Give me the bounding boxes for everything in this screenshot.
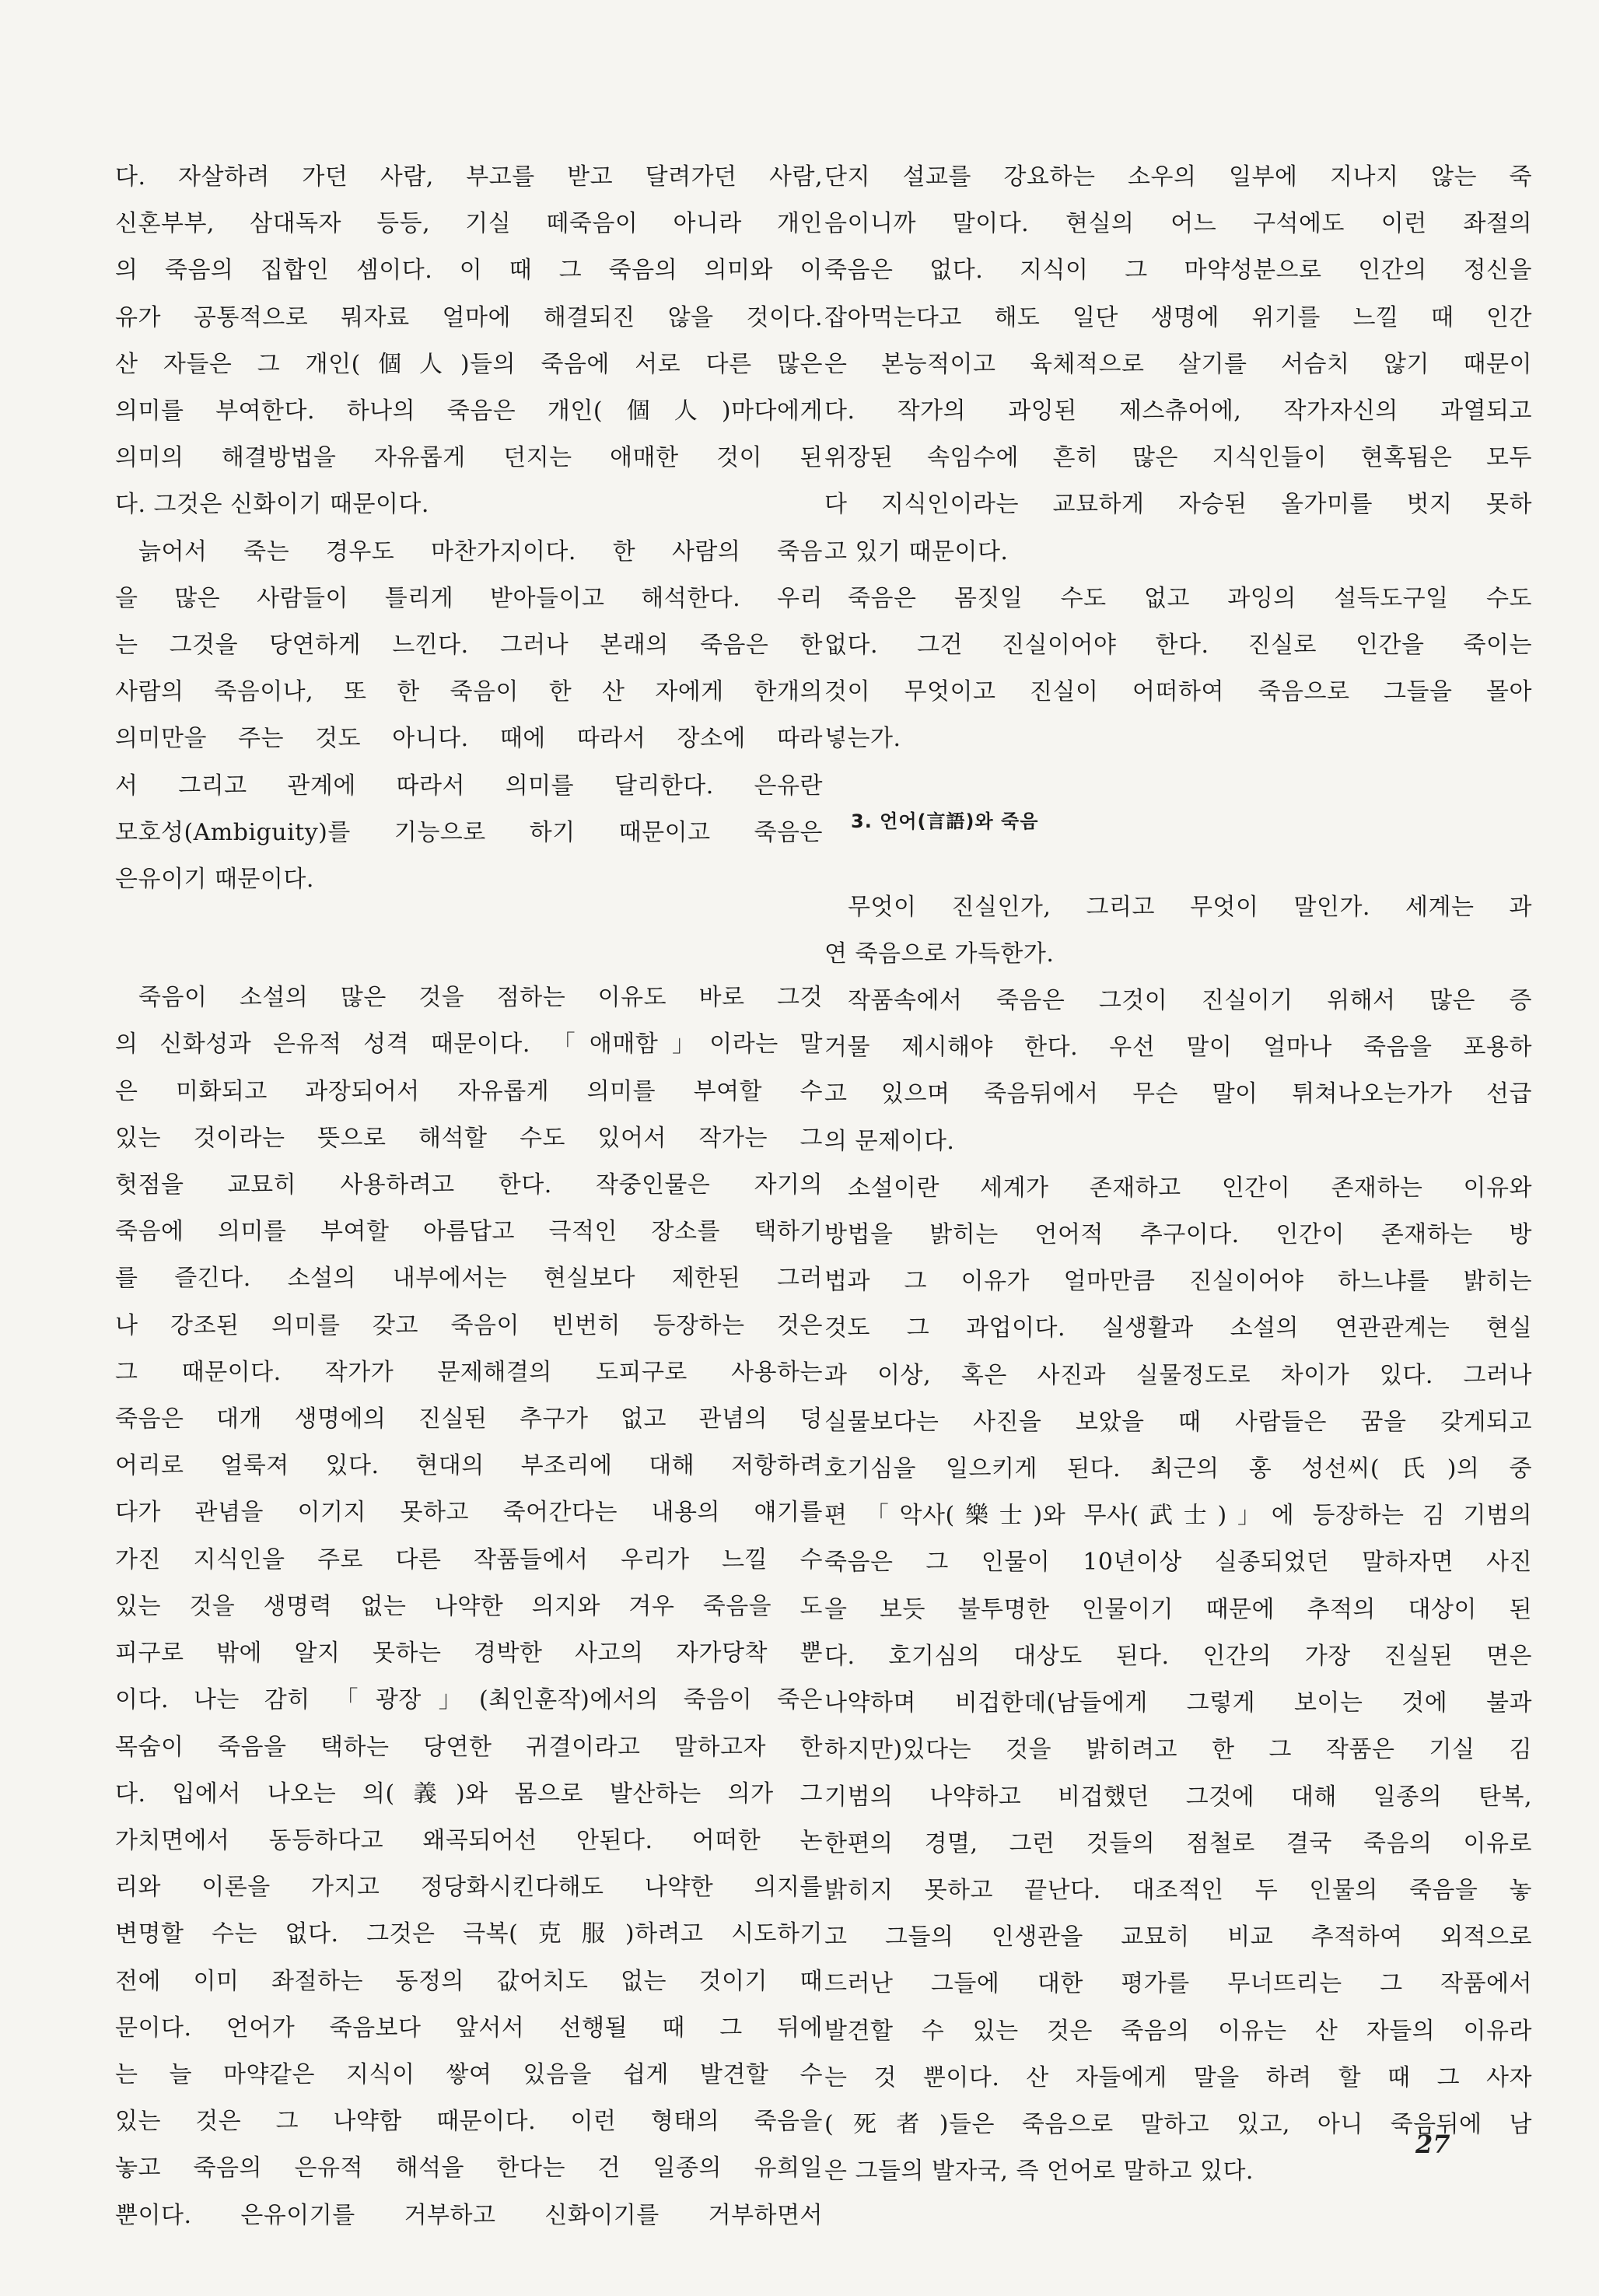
text-line: 을 많은 사람들이 틀리게 받아들이고 해석한다. 우리 — [115, 584, 823, 612]
text-line: 잡아먹는다고 해도 일단 생명에 위기를 느낄 때 인간 — [824, 303, 1532, 331]
text-line: 는 그것을 당연하게 느낀다. 그러나 본래의 죽음은 한 — [115, 632, 823, 660]
text-line: 넣는가. — [824, 725, 901, 753]
text-line: 편 「악사(樂士)와 무사(武士)」에 등장하는 김 기범의 — [824, 1502, 1532, 1530]
text-line: 있는 것은 그 나약함 때문이다. 이런 형태의 죽음을 — [115, 2108, 823, 2136]
text-line: 전에 이미 좌절하는 동정의 값어치도 없는 것이기 때 — [115, 1967, 823, 1995]
text-line: 호기심을 일으키게 된다. 최근의 홍 성선씨(氏)의 중 — [824, 1455, 1532, 1483]
text-line: 문이다. 언어가 죽음보다 앞서서 선행될 때 그 뒤에 — [115, 2014, 823, 2042]
text-line: 은 그들의 발자국, 즉 언어로 말하고 있다. — [824, 2158, 1254, 2186]
text-line: 가치면에서 동등하다고 왜곡되어선 안된다. 어떠한 논 — [115, 1826, 823, 1854]
text-line: 무엇이 진실인가, 그리고 무엇이 말인가. 세계는 과 — [848, 893, 1532, 921]
text-line: 다. 호기심의 대상도 된다. 인간의 가장 진실된 면은 — [824, 1642, 1532, 1670]
text-line: 죽음은 그 인물이 10년이상 실종되었던 말하자면 사진 — [824, 1549, 1532, 1577]
right-block-5 — [824, 1165, 1532, 2195]
text-line: (死者)들은 죽음으로 말하고 있고, 아니 죽음뒤에 남 — [824, 2110, 1532, 2138]
text-line: 리와 이론을 가지고 정당화시킨다해도 나약한 의지를 — [115, 1874, 823, 1902]
text-line: 죽음은 대개 생명에의 진실된 추구가 없고 관념의 덩 — [115, 1405, 823, 1433]
text-line: 는 것 뿐이다. 산 자들에게 말을 하려 할 때 그 사자 — [824, 2063, 1532, 2091]
text-line: 의 죽음의 집합인 셈이다. 이 때 그 죽음의 의미와 이 — [115, 257, 823, 285]
page-number: 27 — [1415, 2130, 1450, 2159]
left-block-1 — [115, 154, 823, 529]
text-line: 변명할 수는 없다. 그것은 극복(克服)하려고 시도하기 — [115, 1920, 823, 1948]
text-line: 나약하며 비겁한데(남들에게 그렇게 보이는 것에 불과 — [824, 1689, 1532, 1717]
text-line: 다. 작가의 과잉된 제스츄어에, 작가자신의 과열되고 — [824, 397, 1532, 425]
text-line: 다가 관념을 이기지 못하고 죽어간다는 내용의 얘기를 — [115, 1499, 823, 1527]
left-block-3 — [115, 975, 823, 2238]
text-line: 것도 그 과업이다. 실생활과 소설의 연관관계는 현실 — [824, 1314, 1532, 1342]
text-line: 의 문제이다. — [824, 1127, 955, 1155]
text-line: 작품속에서 죽음은 그것이 진실이기 위해서 많은 증 — [848, 987, 1532, 1015]
text-line: 다 지식인이라는 교묘하게 자승된 올가미를 벗지 못하 — [824, 491, 1532, 519]
text-line: 있는 것이라는 뜻으로 해석할 수도 있어서 작가는 그 — [115, 1124, 823, 1152]
text-line: 하지만)있다는 것을 밝히려고 한 그 작품은 기실 김 — [824, 1736, 1532, 1764]
text-line: 고 있기 때문이다. — [824, 537, 1009, 565]
text-line: 위장된 속임수에 흔히 많은 지식인들이 현혹됨은 모두 — [824, 444, 1532, 472]
text-line: 과 이상, 혹은 사진과 실물정도로 차이가 있다. 그러나 — [824, 1361, 1532, 1389]
text-line: 것이 무엇이고 진실이 어떠하여 죽음으로 그들을 몰아 — [824, 678, 1532, 706]
text-line: 의미만을 주는 것도 아니다. 때에 따라서 장소에 따라 — [115, 725, 823, 753]
text-line: 목숨이 죽음을 택하는 당연한 귀결이라고 말하고자 한 — [115, 1733, 823, 1761]
text-line: 유가 공통적으로 뭐자료 얼마에 해결되진 않을 것이다. — [115, 303, 823, 331]
text-line: 서 그리고 관계에 따라서 의미를 달리한다. 은유란 — [115, 772, 823, 800]
text-line: 죽음에 의미를 부여할 아름답고 극적인 장소를 택하기 — [115, 1218, 823, 1246]
text-line: 산 자들은 그 개인(個人)들의 죽음에 서로 다른 많은 — [115, 350, 823, 378]
text-line: 가진 지식인을 주로 다른 작품들에서 우리가 느낄 수 — [115, 1545, 823, 1573]
text-line: 고 있으며 죽음뒤에서 무슨 말이 튀쳐나오는가가 선급 — [824, 1080, 1532, 1108]
section-heading: 3. 언어(言語)와 죽음 — [851, 810, 1039, 832]
text-line: 은유이기 때문이다. — [115, 866, 314, 894]
text-line: 고 그들의 인생관을 교묘히 비교 추적하여 외적으로 — [824, 1923, 1532, 1951]
text-line: 죽음은 몸짓일 수도 없고 과잉의 설득도구일 수도 — [848, 584, 1532, 612]
right-block-4 — [824, 978, 1532, 1165]
text-line: 실물보다는 사진을 보았을 때 사람들은 꿈을 갖게되고 — [824, 1408, 1532, 1436]
text-line: 놓고 죽음의 은유적 해석을 한다는 건 일종의 유희일 — [115, 2154, 823, 2182]
text-line: 헛점을 교묘히 사용하려고 한다. 작중인물은 자기의 — [115, 1171, 823, 1199]
text-line: 뿐이다. 은유이기를 거부하고 신화이기를 거부하면서 — [115, 2201, 823, 2229]
right-block-1 — [824, 154, 1532, 576]
right-block-2 — [824, 576, 1532, 763]
text-line: 의미를 부여한다. 하나의 죽음은 개인(個人)마다에게 — [115, 397, 823, 425]
text-line: 그 때문이다. 작가가 문제해결의 도피구로 사용하는 — [115, 1358, 823, 1386]
text-line: 음이니까 말이다. 현실의 어느 구석에도 이런 좌절의 — [824, 210, 1532, 238]
text-line: 없다. 그건 진실이어야 한다. 진실로 인간을 죽이는 — [824, 632, 1532, 660]
text-line: 나 강조된 의미를 갖고 죽음이 빈번히 등장하는 것은 — [115, 1311, 823, 1339]
text-line: 단지 설교를 강요하는 소우의 일부에 지나지 않는 죽 — [824, 163, 1532, 191]
text-line: 늙어서 죽는 경우도 마찬가지이다. 한 사람의 죽음 — [138, 537, 823, 565]
left-block-2 — [115, 529, 823, 904]
right-block-3 — [824, 884, 1532, 978]
text-line: 드러난 그들에 대한 평가를 무너뜨리는 그 작품에서 — [824, 1970, 1532, 1998]
text-line: 소설이란 세계가 존재하고 인간이 존재하는 이유와 — [848, 1174, 1532, 1202]
text-line: 죽음은 없다. 지식이 그 마약성분으로 인간의 정신을 — [824, 257, 1532, 285]
text-line: 은 본능적이고 육체적으로 살기를 서슴치 않기 때문이 — [824, 350, 1532, 378]
text-line: 죽음이 소설의 많은 것을 점하는 이유도 바로 그것 — [138, 984, 823, 1012]
text-line: 거물 제시해야 한다. 우선 말이 얼마나 죽음을 포용하 — [824, 1034, 1532, 1062]
text-line: 사람의 죽음이나, 또 한 죽음이 한 산 자에게 한개의 — [115, 678, 823, 706]
text-line: 밝히지 못하고 끝난다. 대조적인 두 인물의 죽음을 놓 — [824, 1876, 1532, 1904]
text-line: 기범의 나약하고 비겁했던 그것에 대해 일종의 탄복, — [824, 1783, 1532, 1811]
text-line: 의미의 해결방법을 자유롭게 던지는 애매한 것이 된 — [115, 444, 823, 472]
text-line: 있는 것을 생명력 없는 나약한 의지와 겨우 죽음을 도 — [115, 1592, 823, 1620]
text-line: 신혼부부, 삼대독자 등등, 기실 떼죽음이 아니라 개인 — [115, 210, 823, 238]
text-line: 을 보듯 불투명한 인물이기 때문에 추적의 대상이 된 — [824, 1595, 1532, 1623]
text-line: 이다. 나는 감히 「광장」(최인훈작)에서의 죽음이 죽은 — [115, 1686, 823, 1714]
text-line: 를 즐긴다. 소설의 내부에서는 현실보다 제한된 그러 — [115, 1265, 823, 1293]
right-column — [824, 154, 1532, 2195]
text-line: 모호성(Ambiguity)를 기능으로 하기 때문이고 죽음은 — [115, 818, 823, 846]
text-line: 은 미화되고 과장되어서 자유롭게 의미를 부여할 수 — [115, 1077, 823, 1105]
text-line: 법과 그 이유가 얼마만큼 진실이어야 하느냐를 밝히는 — [824, 1268, 1532, 1296]
text-line: 방법을 밝히는 언어적 추구이다. 인간이 존재하는 방 — [824, 1221, 1532, 1249]
text-line: 연 죽음으로 가득한가. — [824, 940, 1055, 968]
text-line: 의 신화성과 은유적 성격 때문이다. 「애매함」이라는 말 — [115, 1031, 823, 1059]
text-line: 다. 그것은 신화이기 때문이다. — [115, 491, 429, 519]
text-line: 어리로 얼룩져 있다. 현대의 부조리에 대해 저항하려 — [115, 1452, 823, 1480]
text-line: 발견할 수 있는 것은 죽음의 이유는 산 자들의 이유라 — [824, 2017, 1532, 2045]
text-line: 다. 자살하려 가던 사람, 부고를 받고 달려가던 사람, — [115, 163, 823, 191]
text-line: 한편의 경멸, 그런 것들의 점철로 결국 죽음의 이유로 — [824, 1829, 1532, 1857]
text-line: 는 늘 마약같은 지식이 쌓여 있음을 쉽게 발견할 수 — [115, 2060, 823, 2088]
text-line: 다. 입에서 나오는 의(義)와 몸으로 발산하는 의가 그 — [115, 1780, 823, 1808]
left-column — [115, 154, 823, 2239]
text-line: 피구로 밖에 알지 못하는 경박한 사고의 자가당착 뿐 — [115, 1640, 823, 1668]
